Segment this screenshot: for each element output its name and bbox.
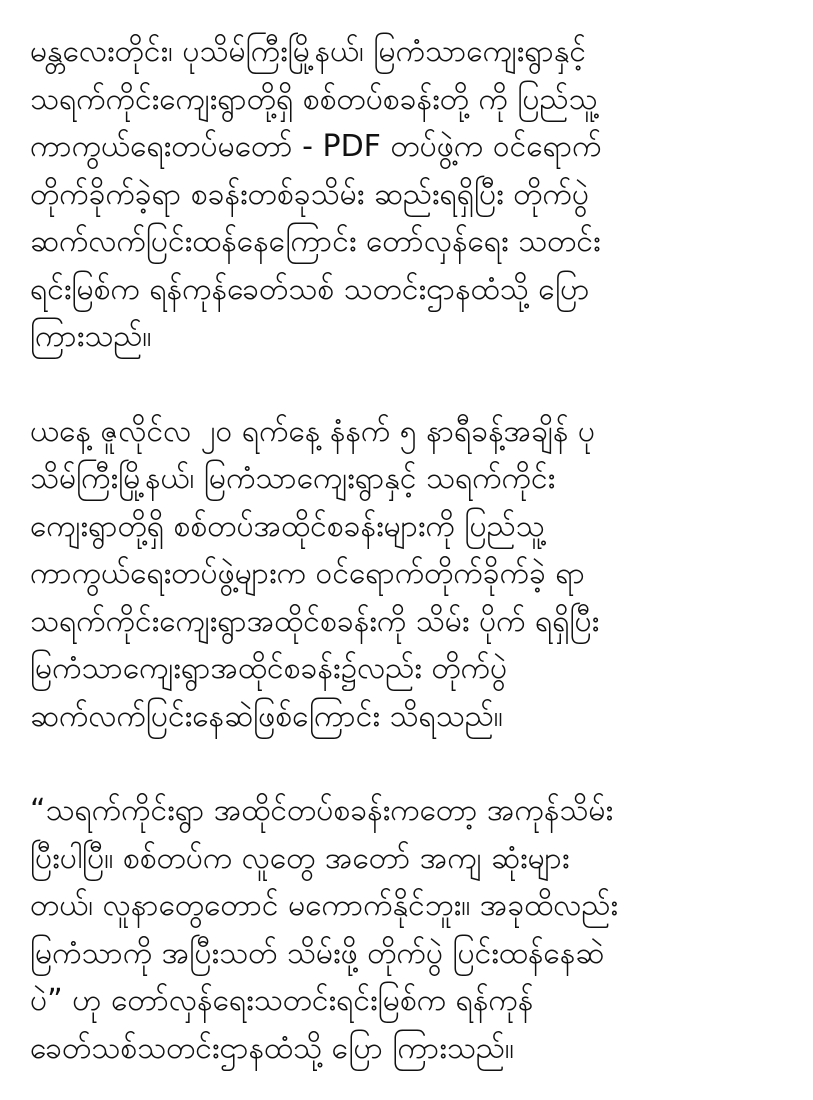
text-line: ခေတ်သစ်သတင်းဌာနထံသို့ ပြော ကြားသည်။ <box>30 1030 514 1066</box>
text-line: ကာကွယ်ရေးတပ်မတော် - PDF တပ်ဖွဲ့က ဝင်ရောက် <box>30 129 602 164</box>
text-line: ကာကွယ်ရေးတပ်ဖွဲ့များက ဝင်ရောက်တိုက်ခိုက်ခဲ့ ရာ <box>30 556 585 591</box>
paragraph-3-quote <box>30 787 800 1072</box>
text-line: သရက်ကိုင်းကျေးရွာအထိုင်စခန်းကို သိမ်း ပိုက် ရရှိပြီး <box>30 603 600 639</box>
text-line: သရက်ကိုင်းကျေးရွာတို့ရှိ စစ်တပ်စခန်းတို့ ကို ပြည်သူ့ <box>30 81 598 117</box>
text-line: မြကံသာကို အပြီးသတ် သိမ်းဖို့ တိုက်ပွဲ ပြင်းထန်နေဆဲ <box>30 935 605 971</box>
text-line: ဆက်လက်ပြင်းထန်နေကြောင်း တော်လှန်ရေး သတင်း <box>30 224 601 259</box>
text-line: မြကံသာကျေးရွာအထိုင်စခန်း၌လည်း တိုက်ပွဲ <box>30 651 508 686</box>
text-line: “သရက်ကိုင်းရွာ အထိုင်တပ်စခန်းကတော့ အကုန်သိမ်း <box>30 793 614 828</box>
text-line: တိုက်ခိုက်ခဲ့ရာ စခန်းတစ်ခုသိမ်း ဆည်းရရှိပြီး တိုက်ပွဲ <box>30 176 589 212</box>
text-line: မန္တလေးတိုင်း၊ ပုသိမ်ကြီးမြို့နယ်၊ မြကံသာကျေးရွာနှင့် <box>30 34 586 69</box>
text-line: ပဲ” ဟု တော်လှန်ရေးသတင်းရင်းမြစ်က ရန်ကုန် <box>30 983 534 1018</box>
text-line: ပြီးပါပြီ။ စစ်တပ်က လူတွေ အတော် အကျ ဆုံးများ <box>30 840 570 876</box>
text-line: ဆက်လက်ပြင်းနေဆဲဖြစ်ကြောင်း သိရသည်။ <box>30 698 503 734</box>
text-line: သိမ်ကြီးမြို့နယ်၊ မြကံသာကျေးရွာနှင့် သရက်ကိုင်း <box>30 461 556 496</box>
paragraph-2 <box>30 408 800 741</box>
text-line: ရင်းမြစ်က ရန်ကုန်ခေတ်သစ် သတင်းဌာနထံသို့ ပြော <box>30 271 590 307</box>
text-line: တယ်၊ လူနာတွေတောင် မကောက်နိုင်ဘူး။ အခုထိလည်း <box>30 888 619 923</box>
text-line: ကျေးရွာတို့ရှိ စစ်တပ်အထိုင်စခန်းများကို ပြည်သူ့ <box>30 508 545 544</box>
text-line: ကြားသည်။ <box>30 319 152 354</box>
text-line: ယနေ့ ဇူလိုင်လ ၂၀ ရက်နေ့ နံနက် ၅ နာရီခန့်အချိန် ပု <box>30 413 596 449</box>
paragraph-1 <box>30 28 800 361</box>
news-article <box>30 28 800 1072</box>
